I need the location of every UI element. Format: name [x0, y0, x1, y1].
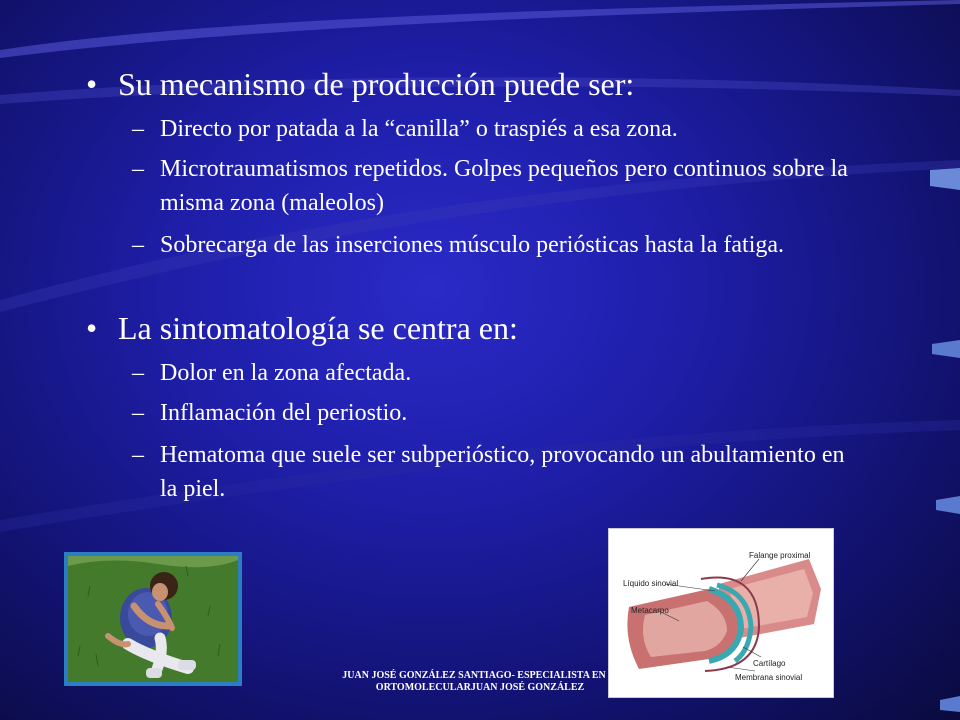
dash-symbol: – [132, 232, 144, 258]
label-membrana-sinovial: Membrana sinovial [735, 673, 803, 682]
sub-bullet-2-3 [132, 438, 852, 506]
sub-bullet-1-2 [132, 152, 852, 220]
dash-symbol: – [132, 442, 144, 468]
bullet-symbol: • [86, 310, 98, 346]
sub-bullet-2-1 [132, 356, 852, 390]
label-cartilago: Cartílago [753, 659, 786, 668]
label-falange-proximal: Falange proximal [749, 551, 811, 560]
sub-bullet-1-1 [132, 112, 852, 146]
main-bullet-text: Su mecanismo de producción puede ser: [118, 66, 635, 102]
sub-bullet-text: Hematoma que suele ser subperióstico, provocando un abultamiento en la piel. [160, 442, 845, 502]
dash-symbol: – [132, 400, 144, 426]
label-metacarpo: Metacarpo [631, 606, 669, 615]
sub-bullet-text: Dolor en la zona afectada. [160, 360, 412, 386]
child-on-grass-illustration [68, 556, 238, 682]
dash-symbol: – [132, 156, 144, 182]
dash-symbol: – [132, 116, 144, 142]
footer-line-2: ORTOMOLECULARJUAN JOSÉ GONZÁLEZ [375, 682, 585, 693]
sub-bullet-2-2 [132, 396, 852, 430]
footer-line-1: JUAN JOSÉ GONZÁLEZ SANTIAGO- ESPECIALISTA EN M [342, 670, 618, 681]
main-bullet-text: La sintomatología se centra en: [118, 310, 518, 346]
sub-bullet-text: Directo por patada a la “canilla” o traspiés a esa zona. [160, 116, 678, 142]
dash-symbol: – [132, 360, 144, 386]
label-liquido-sinovial: Líquido sinovial [623, 579, 679, 588]
bullet-symbol: • [86, 66, 98, 102]
slide-footer [200, 670, 760, 694]
child-injury-photo [64, 552, 242, 686]
sub-bullet-text: Microtraumatismos repetidos. Golpes pequeños pero continuos sobre la misma zona (maleolos) [160, 156, 848, 216]
sub-bullet-text: Sobrecarga de las inserciones músculo periósticas hasta la fatiga. [160, 232, 785, 258]
sub-bullet-text: Inflamación del periostio. [160, 400, 408, 426]
sub-bullet-1-3 [132, 228, 852, 262]
